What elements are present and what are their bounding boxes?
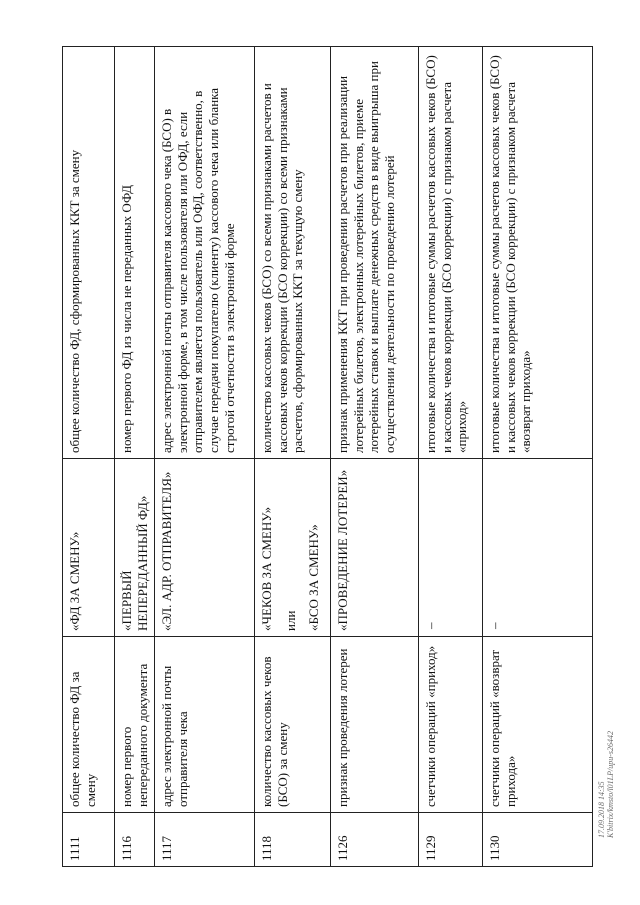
- print-form-alt: «БСО ЗА СМЕНУ»: [306, 524, 322, 631]
- print-cell: [115, 459, 155, 637]
- print-form: «ЭЛ. АДР. ОТПРАВИТЕЛЯ»: [159, 471, 175, 631]
- description-cell: признак применения ККТ при проведении расчетов при реализации лотерейных билетов, электронных лотерейных билетов, приеме лотерейных ставок и выплате денежных средств в виде выигрыша при осуществлении деятельности по проведению лотерей: [331, 47, 419, 459]
- name-cell: счетчики операций «приход»: [419, 637, 483, 813]
- print-cell: [483, 459, 593, 637]
- print-form: «ЧЕКОВ ЗА СМЕНУ»: [259, 506, 275, 631]
- print-cell: [155, 459, 255, 637]
- table-row: [331, 47, 419, 867]
- name-cell: общее количество ФД за смену: [63, 637, 115, 813]
- name-cell: признак проведения лотереи: [331, 637, 419, 813]
- description-cell: общее количество ФД, сформированных ККТ за смену: [63, 47, 115, 459]
- table-row: [155, 47, 255, 867]
- table-row: [419, 47, 483, 867]
- requisites-table: [62, 46, 593, 867]
- print-cell: [331, 459, 419, 637]
- table-row: [115, 47, 155, 867]
- file-stamp: [597, 731, 615, 838]
- tag-cell: 1117: [155, 813, 255, 867]
- table-row: [255, 47, 331, 867]
- name-cell: счетчики операций «возврат прихода»: [483, 637, 593, 813]
- print-cell: [419, 459, 483, 637]
- description-cell: номер первого ФД из числа не переданных ОФД: [115, 47, 155, 459]
- print-form-dash: –: [423, 622, 439, 629]
- tag-cell: 1130: [483, 813, 593, 867]
- description-cell: итоговые количества и итоговые суммы расчетов кассовых чеков (БСО) и кассовых чеков коррекции (БСО коррекции) с признаком расчета «возврат прихода»: [483, 47, 593, 459]
- rotated-table-wrapper: [62, 47, 592, 867]
- description-cell: количество кассовых чеков (БСО) со всеми признаками расчетов и кассовых чеков коррекции (БСО коррекции) со всеми признаками расчетов, сформированных ККТ за текущую смену: [255, 47, 331, 459]
- print-form: «ПЕРВЫЙ НЕПЕРЕДАННЫЙ ФД»: [119, 495, 150, 631]
- tag-cell: 1126: [331, 813, 419, 867]
- print-form: «ПРОВЕДЕНИЕ ЛОТЕРЕИ»: [335, 469, 351, 631]
- tag-cell: 1118: [255, 813, 331, 867]
- tag-cell: 1116: [115, 813, 155, 867]
- name-cell: адрес электронной почты отправителя чека: [155, 637, 255, 813]
- name-cell: количество кассовых чеков (БСО) за смену: [255, 637, 331, 813]
- description-cell: итоговые количества и итоговые суммы расчетов кассовых чеков (БСО) и кассовых чеков коррекции (БСО коррекции) с признаком расчета «приход»: [419, 47, 483, 459]
- name-cell: номер первого непереданного документа: [115, 637, 155, 813]
- print-or-label: или: [282, 610, 298, 631]
- print-form: «ФД ЗА СМЕНУ»: [67, 531, 82, 631]
- table-row: [63, 47, 115, 867]
- print-cell: [255, 459, 331, 637]
- print-form-dash: –: [487, 622, 503, 629]
- stamp-line-path: К'bitrix/kmsto/l01LP/upu-s26442: [606, 730, 616, 838]
- table-row: [483, 47, 593, 867]
- tag-cell: 1129: [419, 813, 483, 867]
- stamp-line-date: 17.09.2018 14:35: [597, 781, 606, 838]
- print-cell: [63, 459, 115, 637]
- description-cell: адрес электронной почты отправителя кассового чека (БСО) в электронной форме, в том числе пользователя или ОФД, если отправителем является пользователь или ОФД, соответственно, в случае передачи покупателю (клиенту) кассового чека или бланка строгой отчетности в электронной форме: [155, 47, 255, 459]
- tag-cell: 1111: [63, 813, 115, 867]
